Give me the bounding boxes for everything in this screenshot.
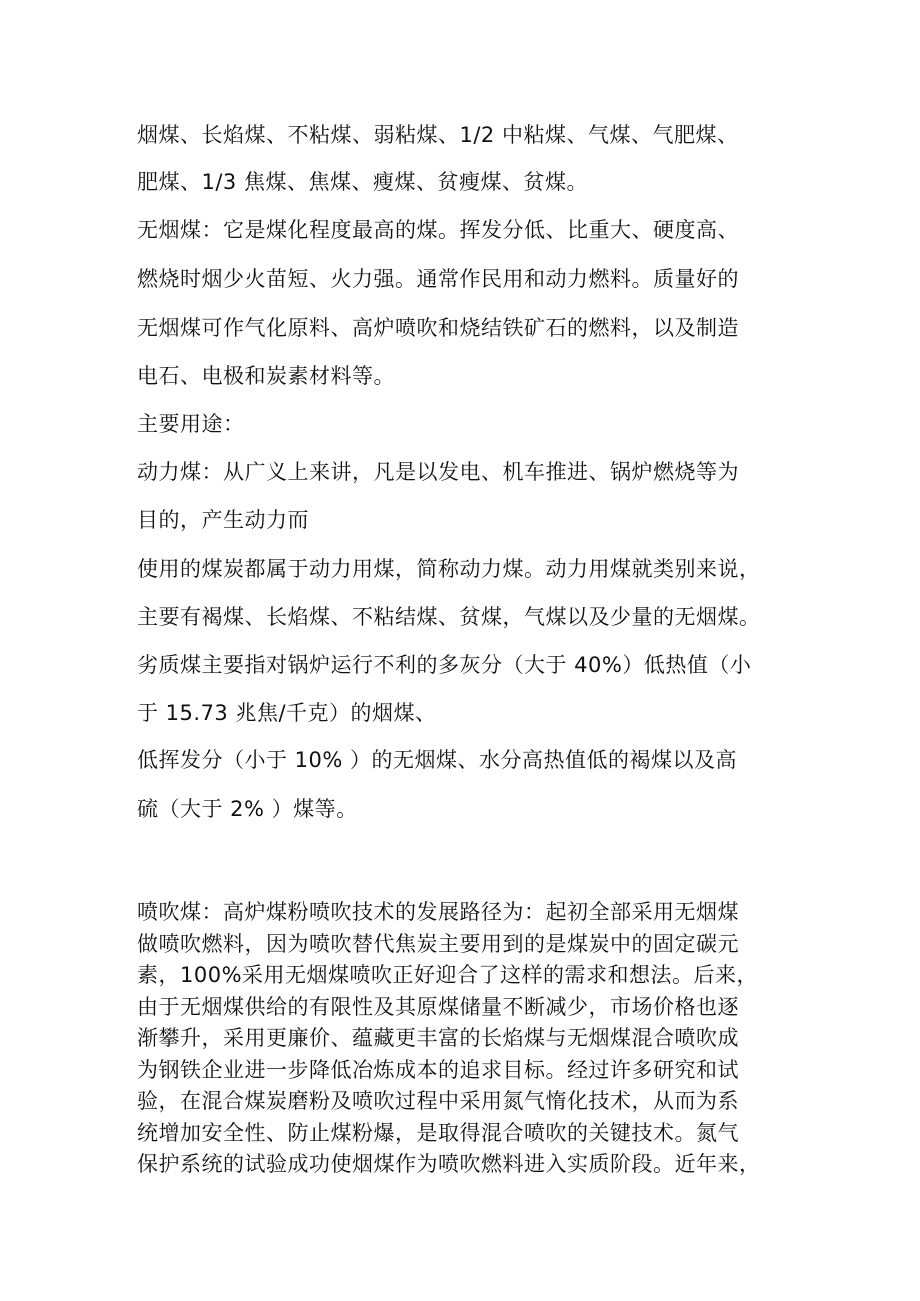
text-line: 做喷吹燃料，因为喷吹替代焦炭主要用到的是煤炭中的固定碳元 — [137, 932, 739, 956]
text-line: 烟煤、长焰煤、不粘煤、弱粘煤、1/2 中粘煤、气煤、气肥煤、 — [137, 123, 739, 147]
text-line: 主要用途： — [137, 412, 245, 436]
text-line: 主要有褐煤、长焰煤、不粘结煤、贫煤，气煤以及少量的无烟煤。 — [137, 605, 761, 629]
text-line: 电石、电极和炭素材料等。 — [137, 364, 395, 388]
text-line: 验，在混合煤炭磨粉及喷吹过程中采用氮气惰化技术，从而为系 — [137, 1089, 739, 1113]
text-line: 于 15.73 兆焦/千克）的烟煤、 — [137, 701, 437, 725]
text-line: 硫（大于 2% ）煤等。 — [137, 797, 358, 821]
text-line: 渐攀升，采用更廉价、蕴藏更丰富的长焰煤与无烟煤混合喷吹成 — [137, 1026, 739, 1050]
text-line: 目的，产生动力而 — [137, 508, 309, 532]
text-line: 使用的煤炭都属于动力用煤，简称动力煤。动力用煤就类别来说， — [137, 557, 761, 581]
text-line: 素，100%采用无烟煤喷吹正好迎合了这样的需求和想法。后来， — [137, 963, 759, 987]
text-line: 无烟煤：它是煤化程度最高的煤。挥发分低、比重大、硬度高、 — [137, 218, 739, 242]
text-line: 喷吹煤：高炉煤粉喷吹技术的发展路径为：起初全部采用无烟煤 — [137, 900, 739, 924]
text-line: 劣质煤主要指对锅炉运行不利的多灰分（大于 40%）低热值（小 — [137, 653, 752, 677]
text-line: 动力煤：从广义上来讲，凡是以发电、机车推进、锅炉燃烧等为 — [137, 460, 739, 484]
text-line: 保护系统的试验成功使烟煤作为喷吹燃料进入实质阶段。近年来， — [137, 1152, 761, 1176]
text-line: 由于无烟煤供给的有限性及其原煤储量不断减少，市场价格也逐 — [137, 995, 739, 1019]
text-line: 燃烧时烟少火苗短、火力强。通常作民用和动力燃料。质量好的 — [137, 267, 739, 291]
text-line: 低挥发分（小于 10% ）的无烟煤、水分高热值低的褐煤以及高 — [137, 748, 738, 772]
text-line: 肥煤、1/3 焦煤、焦煤、瘦煤、贫瘦煤、贫煤。 — [137, 170, 588, 194]
text-line: 无烟煤可作气化原料、高炉喷吹和烧结铁矿石的燃料，以及制造 — [137, 316, 739, 340]
text-line: 统增加安全性、防止煤粉爆，是取得混合喷吹的关键技术。氮气 — [137, 1121, 739, 1145]
text-line: 为钢铁企业进一步降低冶炼成本的追求目标。经过许多研究和试 — [137, 1058, 739, 1082]
